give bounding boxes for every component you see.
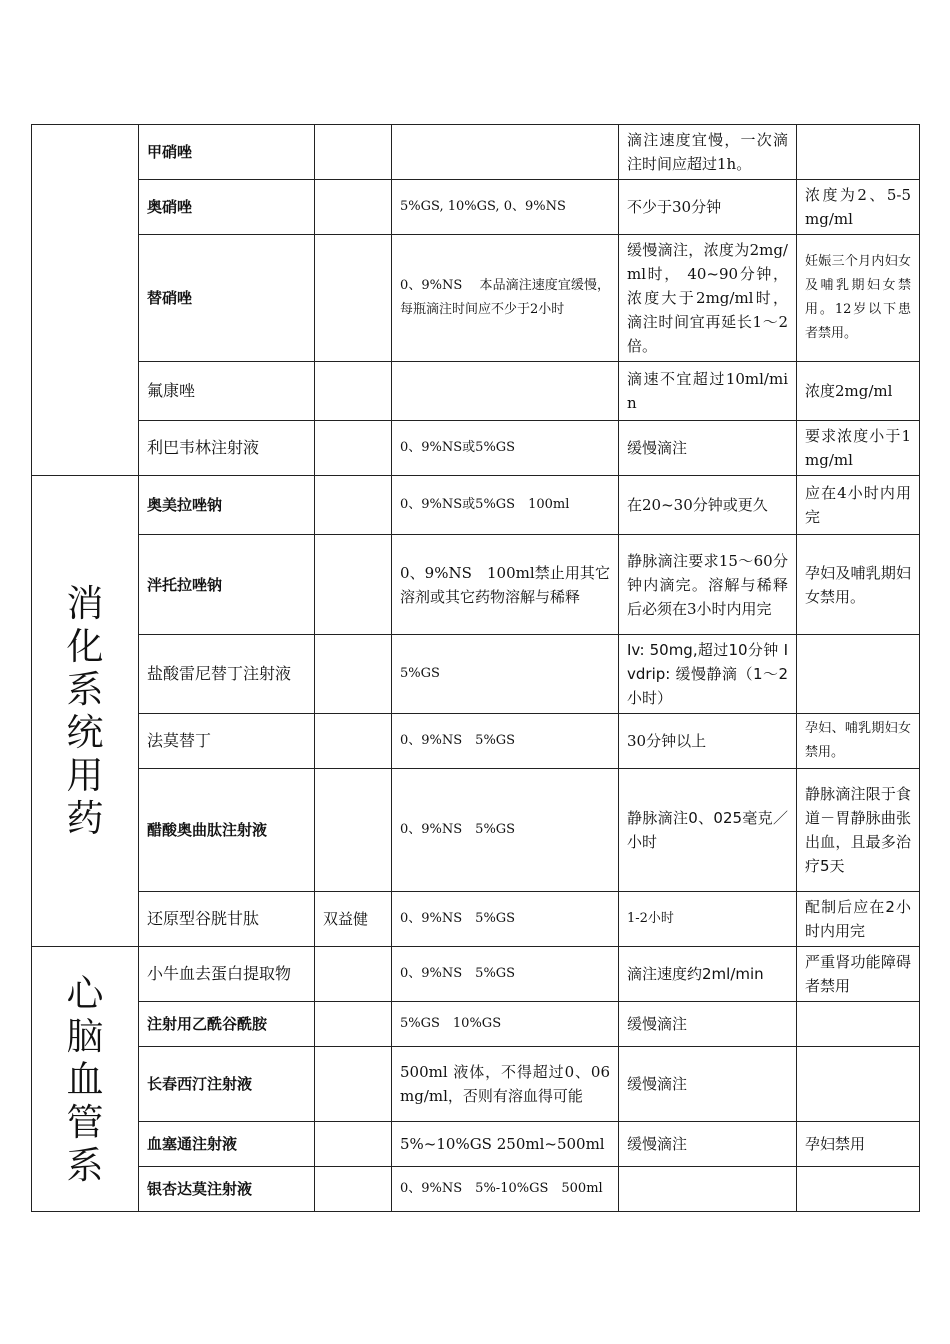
category-label: 消化系统用药 <box>66 582 104 840</box>
rate-cell: 缓慢滴注 <box>619 421 797 476</box>
table-row <box>32 947 920 1002</box>
drug-name: 盐酸雷尼替丁注射液 <box>139 635 315 714</box>
table-row <box>32 421 920 476</box>
brand-cell <box>315 180 392 235</box>
note-cell <box>797 125 920 180</box>
solvent-cell: 0、9%NS 5%GS <box>392 892 619 947</box>
solvent-cell: 0、9%NS 100ml禁止用其它溶剂或其它药物溶解与稀释 <box>392 535 619 635</box>
table-row <box>32 180 920 235</box>
brand-cell <box>315 362 392 421</box>
drug-name: 还原型谷胱甘肽 <box>139 892 315 947</box>
brand-cell <box>315 476 392 535</box>
brand-cell <box>315 1047 392 1122</box>
category-label: 心脑血管系 <box>66 971 104 1187</box>
rate-cell: 缓慢滴注 <box>619 1047 797 1122</box>
solvent-cell <box>392 125 619 180</box>
drug-name: 甲硝唑 <box>139 125 315 180</box>
drug-name: 替硝唑 <box>139 235 315 362</box>
brand-cell <box>315 235 392 362</box>
table-row <box>32 1002 920 1047</box>
rate-cell: 不少于30分钟 <box>619 180 797 235</box>
solvent-cell: 0、9%NS 5%GS <box>392 769 619 892</box>
rate-cell: 30分钟以上 <box>619 714 797 769</box>
table-row <box>32 769 920 892</box>
brand-cell <box>315 535 392 635</box>
drug-name: 注射用乙酰谷酰胺 <box>139 1002 315 1047</box>
note-cell: 孕妇禁用 <box>797 1122 920 1167</box>
table-row <box>32 535 920 635</box>
note-cell: 孕妇及哺乳期妇女禁用。 <box>797 535 920 635</box>
table-row <box>32 125 920 180</box>
note-cell: 浓度为2、5-5mg/ml <box>797 180 920 235</box>
brand-cell: 双益健 <box>315 892 392 947</box>
table-row <box>32 1167 920 1212</box>
rate-cell <box>619 1167 797 1212</box>
rate-cell: 1-2小时 <box>619 892 797 947</box>
solvent-cell: 0、9%NS 本品滴注速度宜缓慢，每瓶滴注时间应不少于2小时 <box>392 235 619 362</box>
drug-name: 利巴韦林注射液 <box>139 421 315 476</box>
brand-cell <box>315 1167 392 1212</box>
note-cell: 严重肾功能障碍者禁用 <box>797 947 920 1002</box>
drug-name: 奥美拉唑钠 <box>139 476 315 535</box>
note-cell: 浓度2mg/ml <box>797 362 920 421</box>
solvent-cell: 5%GS, 10%GS, 0、9%NS <box>392 180 619 235</box>
drug-name: 长春西汀注射液 <box>139 1047 315 1122</box>
note-cell <box>797 635 920 714</box>
note-cell: 静脉滴注限于食道－胃静脉曲张出血，且最多治疗5天 <box>797 769 920 892</box>
table-row <box>32 1047 920 1122</box>
table-row <box>32 892 920 947</box>
brand-cell <box>315 769 392 892</box>
table-row <box>32 476 920 535</box>
rate-cell: 静脉滴注要求15～60分钟内滴完。溶解与稀释后必须在3小时内用完 <box>619 535 797 635</box>
drug-name: 小牛血去蛋白提取物 <box>139 947 315 1002</box>
solvent-cell: 0、9%NS 5%GS <box>392 947 619 1002</box>
brand-cell <box>315 635 392 714</box>
rate-cell: 滴注速度约2ml/min <box>619 947 797 1002</box>
solvent-cell: 0、9%NS 5%GS <box>392 714 619 769</box>
brand-cell <box>315 125 392 180</box>
drug-name: 泮托拉唑钠 <box>139 535 315 635</box>
brand-cell <box>315 421 392 476</box>
solvent-cell: 5%~10%GS 250ml~500ml <box>392 1122 619 1167</box>
note-cell: 配制后应在2小时内用完 <box>797 892 920 947</box>
note-cell <box>797 1002 920 1047</box>
table-row <box>32 1122 920 1167</box>
rate-cell: Iv: 50mg,超过10分钟 Ivdrip: 缓慢静滴（1～2小时） <box>619 635 797 714</box>
drug-name: 血塞通注射液 <box>139 1122 315 1167</box>
rate-cell: 缓慢滴注，浓度为2mg/ml时， 40~90分钟，浓度大于2mg/ml时，滴注时间宜再延长1～2倍。 <box>619 235 797 362</box>
rate-cell: 在20~30分钟或更久 <box>619 476 797 535</box>
drug-name: 氟康唑 <box>139 362 315 421</box>
table-row <box>32 635 920 714</box>
drug-infusion-table <box>31 124 920 1212</box>
brand-cell <box>315 714 392 769</box>
solvent-cell: 500ml 液体，不得超过0、06mg/ml，否则有溶血得可能 <box>392 1047 619 1122</box>
table-row <box>32 362 920 421</box>
category-cell-blank <box>32 125 139 476</box>
note-cell: 妊娠三个月内妇女及哺乳期妇女禁用。12岁以下患者禁用。 <box>797 235 920 362</box>
note-cell <box>797 1047 920 1122</box>
note-cell: 应在4小时内用完 <box>797 476 920 535</box>
note-cell: 要求浓度小于1mg/ml <box>797 421 920 476</box>
drug-name: 法莫替丁 <box>139 714 315 769</box>
drug-name: 奥硝唑 <box>139 180 315 235</box>
category-cell-digestive <box>32 476 139 947</box>
drug-name: 银杏达莫注射液 <box>139 1167 315 1212</box>
solvent-cell: 5%GS <box>392 635 619 714</box>
note-cell: 孕妇、哺乳期妇女禁用。 <box>797 714 920 769</box>
solvent-cell: 0、9%NS或5%GS <box>392 421 619 476</box>
rate-cell: 滴注速度宜慢，一次滴注时间应超过1h。 <box>619 125 797 180</box>
table-row <box>32 714 920 769</box>
brand-cell <box>315 1002 392 1047</box>
solvent-cell: 0、9%NS或5%GS 100ml <box>392 476 619 535</box>
rate-cell: 缓慢滴注 <box>619 1002 797 1047</box>
note-cell <box>797 1167 920 1212</box>
brand-cell <box>315 1122 392 1167</box>
rate-cell: 静脉滴注0、025毫克／小时 <box>619 769 797 892</box>
solvent-cell: 5%GS 10%GS <box>392 1002 619 1047</box>
brand-cell <box>315 947 392 1002</box>
table-row <box>32 235 920 362</box>
category-cell-cardio <box>32 947 139 1212</box>
rate-cell: 滴速不宜超过10ml/min <box>619 362 797 421</box>
solvent-cell <box>392 362 619 421</box>
solvent-cell: 0、9%NS 5%-10%GS 500ml <box>392 1167 619 1212</box>
rate-cell: 缓慢滴注 <box>619 1122 797 1167</box>
drug-name: 醋酸奥曲肽注射液 <box>139 769 315 892</box>
